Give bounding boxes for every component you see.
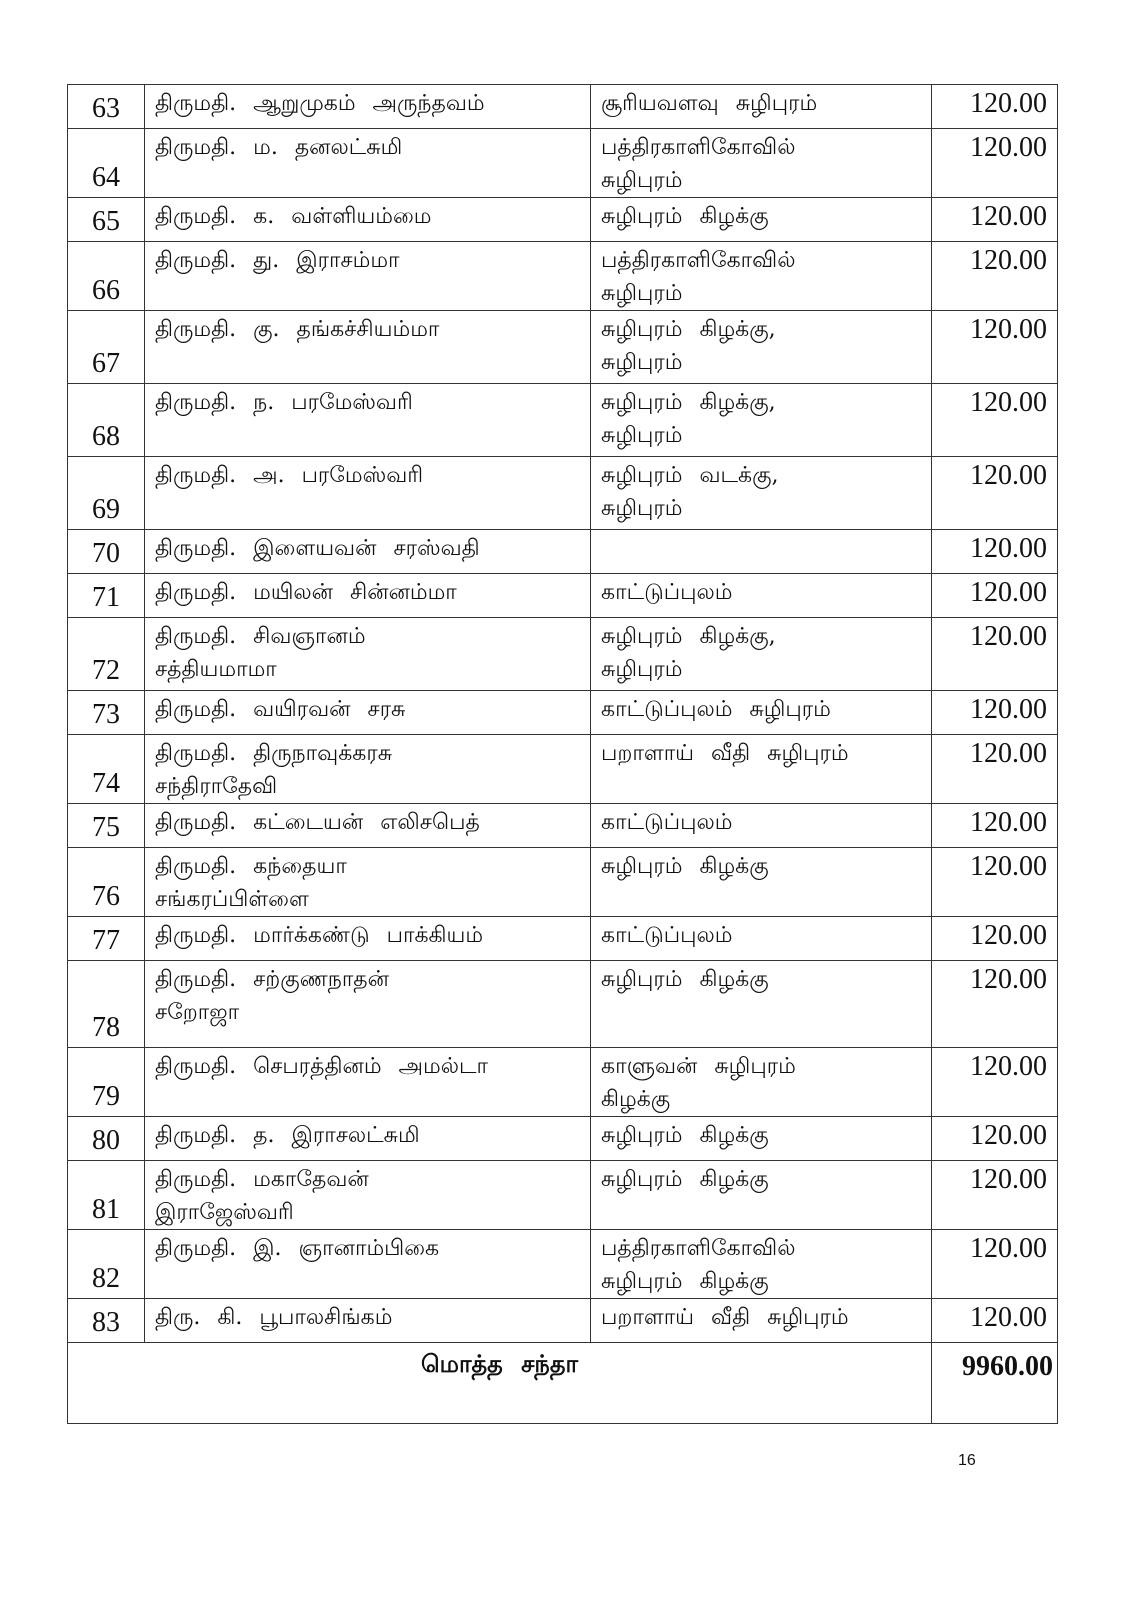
- member-name-line: இராஜேஸ்வரி: [155, 1200, 294, 1225]
- row-number: 64: [68, 129, 145, 198]
- member-name: [145, 1230, 591, 1299]
- member-address: [591, 691, 932, 735]
- row-number: 72: [68, 618, 145, 691]
- member-name-line: திருமதி. த. இராசலட்சுமி: [155, 1123, 420, 1148]
- subscription-amount: 120.00: [932, 804, 1058, 848]
- table-row: [68, 530, 1058, 574]
- row-number: 65: [68, 198, 145, 242]
- subscription-amount: 120.00: [932, 198, 1058, 242]
- member-name: [145, 917, 591, 961]
- member-address-line: கிழக்கு: [601, 1087, 671, 1112]
- member-name-line: திருமதி. மகாதேவன்: [155, 1167, 369, 1192]
- member-address: [591, 1230, 932, 1299]
- page-number: 16: [958, 1452, 976, 1469]
- table-row: [68, 242, 1058, 311]
- member-address-line: சுழிபுரம் கிழக்கு: [601, 1269, 769, 1294]
- member-name: [145, 691, 591, 735]
- row-number: 78: [68, 961, 145, 1048]
- member-address-line: சுழிபுரம்: [601, 168, 683, 193]
- member-name-line: திருமதி. இ. ஞானாம்பிகை: [155, 1236, 440, 1261]
- table-row: [68, 1117, 1058, 1161]
- row-number: 71: [68, 574, 145, 618]
- member-address-line: காட்டுப்புலம்: [601, 923, 733, 948]
- member-name: [145, 129, 591, 198]
- row-number: 75: [68, 804, 145, 848]
- table-row: [68, 1048, 1058, 1117]
- subscription-amount: 120.00: [932, 1161, 1058, 1230]
- member-name-line: திருமதி. ம. தனலட்சுமி: [155, 135, 403, 160]
- member-name: [145, 1048, 591, 1117]
- member-address-line: சூரியவளவு சுழிபுரம்: [601, 91, 818, 116]
- table-row: [68, 618, 1058, 691]
- member-name-line: சறோஜா: [155, 1000, 240, 1025]
- member-name-line: திருமதி. ஆறுமுகம் அருந்தவம்: [155, 91, 485, 116]
- member-name-line: திருமதி. கட்டையன் எலிசபெத்: [155, 810, 480, 835]
- table-row: [68, 1161, 1058, 1230]
- member-address-line: பறாளாய் வீதி சுழிபுரம்: [601, 741, 849, 766]
- member-address-line: சுழிபுரம் கிழக்கு: [601, 967, 769, 992]
- table-row: [68, 384, 1058, 457]
- subscription-amount: 120.00: [932, 848, 1058, 917]
- subscription-table-sheet: [67, 84, 1057, 1424]
- table-row: [68, 848, 1058, 917]
- member-name-line: திருமதி. செபரத்தினம் அமல்டா: [155, 1054, 488, 1079]
- subscription-amount: 120.00: [932, 242, 1058, 311]
- member-name: [145, 1299, 591, 1343]
- row-number: 66: [68, 242, 145, 311]
- subscription-amount: 120.00: [932, 574, 1058, 618]
- table-row: [68, 804, 1058, 848]
- subscription-amount: 120.00: [932, 1117, 1058, 1161]
- member-address-line: சுழிபுரம் வடக்கு,: [601, 463, 779, 488]
- row-number: 69: [68, 457, 145, 530]
- member-address-line: சுழிபுரம் கிழக்கு: [601, 854, 769, 879]
- subscription-amount: 120.00: [932, 691, 1058, 735]
- member-address: [591, 574, 932, 618]
- member-name: [145, 457, 591, 530]
- table-row: [68, 735, 1058, 804]
- subscription-amount: 120.00: [932, 384, 1058, 457]
- member-address-line: சுழிபுரம் கிழக்கு,: [601, 624, 776, 649]
- member-address-line: பத்திரகாளிகோவில்: [601, 135, 796, 160]
- member-name-line: திருமதி. கு. தங்கச்சியம்மா: [155, 317, 440, 342]
- member-address: [591, 85, 932, 129]
- subscription-table: [67, 84, 1058, 1424]
- table-row: [68, 691, 1058, 735]
- member-name: [145, 1117, 591, 1161]
- member-name: [145, 242, 591, 311]
- member-name: [145, 530, 591, 574]
- member-name: [145, 618, 591, 691]
- row-number: 79: [68, 1048, 145, 1117]
- table-row: [68, 198, 1058, 242]
- member-name-line: சந்திராதேவி: [155, 774, 278, 799]
- member-address: [591, 384, 932, 457]
- member-name: [145, 311, 591, 384]
- member-name-line: திருமதி. சற்குணநாதன்: [155, 967, 389, 992]
- member-address-line: சுழிபுரம் கிழக்கு: [601, 1167, 769, 1192]
- subscription-amount: 120.00: [932, 735, 1058, 804]
- row-number: 76: [68, 848, 145, 917]
- member-name: [145, 384, 591, 457]
- member-address-line: சுழிபுரம் கிழக்கு,: [601, 317, 776, 342]
- member-name: [145, 848, 591, 917]
- row-number: 77: [68, 917, 145, 961]
- member-name: [145, 198, 591, 242]
- member-name: [145, 961, 591, 1048]
- member-name-line: சத்தியமாமா: [155, 657, 277, 682]
- member-name-line: திருமதி. திருநாவுக்கரசு: [155, 741, 393, 766]
- member-name-line: திருமதி. மார்க்கண்டு பாக்கியம்: [155, 923, 484, 948]
- subscription-amount: 120.00: [932, 457, 1058, 530]
- row-number: 70: [68, 530, 145, 574]
- member-address-line: காட்டுப்புலம்: [601, 810, 733, 835]
- table-row: [68, 457, 1058, 530]
- member-address-line: சுழிபுரம் கிழக்கு,: [601, 390, 776, 415]
- member-name-line: திருமதி. வயிரவன் சரசு: [155, 697, 406, 722]
- member-name-line: திருமதி. கந்தையா: [155, 854, 347, 879]
- row-number: 83: [68, 1299, 145, 1343]
- row-number: 63: [68, 85, 145, 129]
- table-row: [68, 961, 1058, 1048]
- member-name: [145, 735, 591, 804]
- member-address-line: பத்திரகாளிகோவில்: [601, 1236, 796, 1261]
- total-row: [68, 1343, 1058, 1424]
- subscription-amount: 120.00: [932, 530, 1058, 574]
- total-label: மொத்த சந்தா: [68, 1343, 932, 1424]
- member-address: [591, 917, 932, 961]
- member-address-line: பத்திரகாளிகோவில்: [601, 248, 796, 273]
- member-name-line: திருமதி. இளையவன் சரஸ்வதி: [155, 536, 480, 561]
- member-address: [591, 457, 932, 530]
- member-address: [591, 804, 932, 848]
- member-address: [591, 1117, 932, 1161]
- member-address: [591, 961, 932, 1048]
- member-address: [591, 1048, 932, 1117]
- member-address: [591, 311, 932, 384]
- row-number: 74: [68, 735, 145, 804]
- member-name-line: திரு. கி. பூபாலசிங்கம்: [155, 1305, 393, 1330]
- member-address: [591, 1299, 932, 1343]
- member-address-line: சுழிபுரம்: [601, 423, 683, 448]
- member-name-line: திருமதி. சிவஞானம்: [155, 624, 366, 649]
- row-number: 82: [68, 1230, 145, 1299]
- member-address-line: சுழிபுரம்: [601, 496, 683, 521]
- subscription-amount: 120.00: [932, 85, 1058, 129]
- member-name-line: திருமதி. அ. பரமேஸ்வரி: [155, 463, 424, 488]
- table-row: [68, 1299, 1058, 1343]
- member-address: [591, 735, 932, 804]
- total-amount: 9960.00: [932, 1343, 1058, 1424]
- member-name-line: சங்கரப்பிள்ளை: [155, 887, 309, 912]
- member-address-line: காட்டுப்புலம் சுழிபுரம்: [601, 697, 831, 722]
- member-name-line: திருமதி. மயிலன் சின்னம்மா: [155, 580, 457, 605]
- table-row: [68, 1230, 1058, 1299]
- member-address-line: காளுவன் சுழிபுரம்: [601, 1054, 796, 1079]
- member-address-line: சுழிபுரம் கிழக்கு: [601, 1123, 769, 1148]
- member-name: [145, 574, 591, 618]
- subscription-amount: 120.00: [932, 917, 1058, 961]
- table-row: [68, 311, 1058, 384]
- member-name-line: திருமதி. க. வள்ளியம்மை: [155, 204, 432, 229]
- table-row: [68, 129, 1058, 198]
- member-name: [145, 85, 591, 129]
- subscription-amount: 120.00: [932, 618, 1058, 691]
- member-address: [591, 530, 932, 574]
- table-row: [68, 917, 1058, 961]
- subscription-amount: 120.00: [932, 1299, 1058, 1343]
- member-address-line: பறாளாய் வீதி சுழிபுரம்: [601, 1305, 849, 1330]
- subscription-amount: 120.00: [932, 1230, 1058, 1299]
- member-name-line: திருமதி. ந. பரமேஸ்வரி: [155, 390, 413, 415]
- row-number: 68: [68, 384, 145, 457]
- member-address-line: சுழிபுரம்: [601, 657, 683, 682]
- member-address: [591, 129, 932, 198]
- member-address: [591, 618, 932, 691]
- member-name-line: திருமதி. து. இராசம்மா: [155, 248, 400, 273]
- member-address-line: காட்டுப்புலம்: [601, 580, 733, 605]
- member-address: [591, 198, 932, 242]
- table-row: [68, 574, 1058, 618]
- member-address: [591, 1161, 932, 1230]
- member-name: [145, 1161, 591, 1230]
- row-number: 81: [68, 1161, 145, 1230]
- subscription-amount: 120.00: [932, 961, 1058, 1048]
- row-number: 67: [68, 311, 145, 384]
- row-number: 73: [68, 691, 145, 735]
- subscription-amount: 120.00: [932, 311, 1058, 384]
- subscription-amount: 120.00: [932, 1048, 1058, 1117]
- member-address-line: சுழிபுரம்: [601, 281, 683, 306]
- member-address-line: சுழிபுரம்: [601, 350, 683, 375]
- member-address: [591, 242, 932, 311]
- member-address: [591, 848, 932, 917]
- member-name: [145, 804, 591, 848]
- row-number: 80: [68, 1117, 145, 1161]
- subscription-amount: 120.00: [932, 129, 1058, 198]
- member-address-line: சுழிபுரம் கிழக்கு: [601, 204, 769, 229]
- table-body: [68, 85, 1058, 1343]
- table-row: [68, 85, 1058, 129]
